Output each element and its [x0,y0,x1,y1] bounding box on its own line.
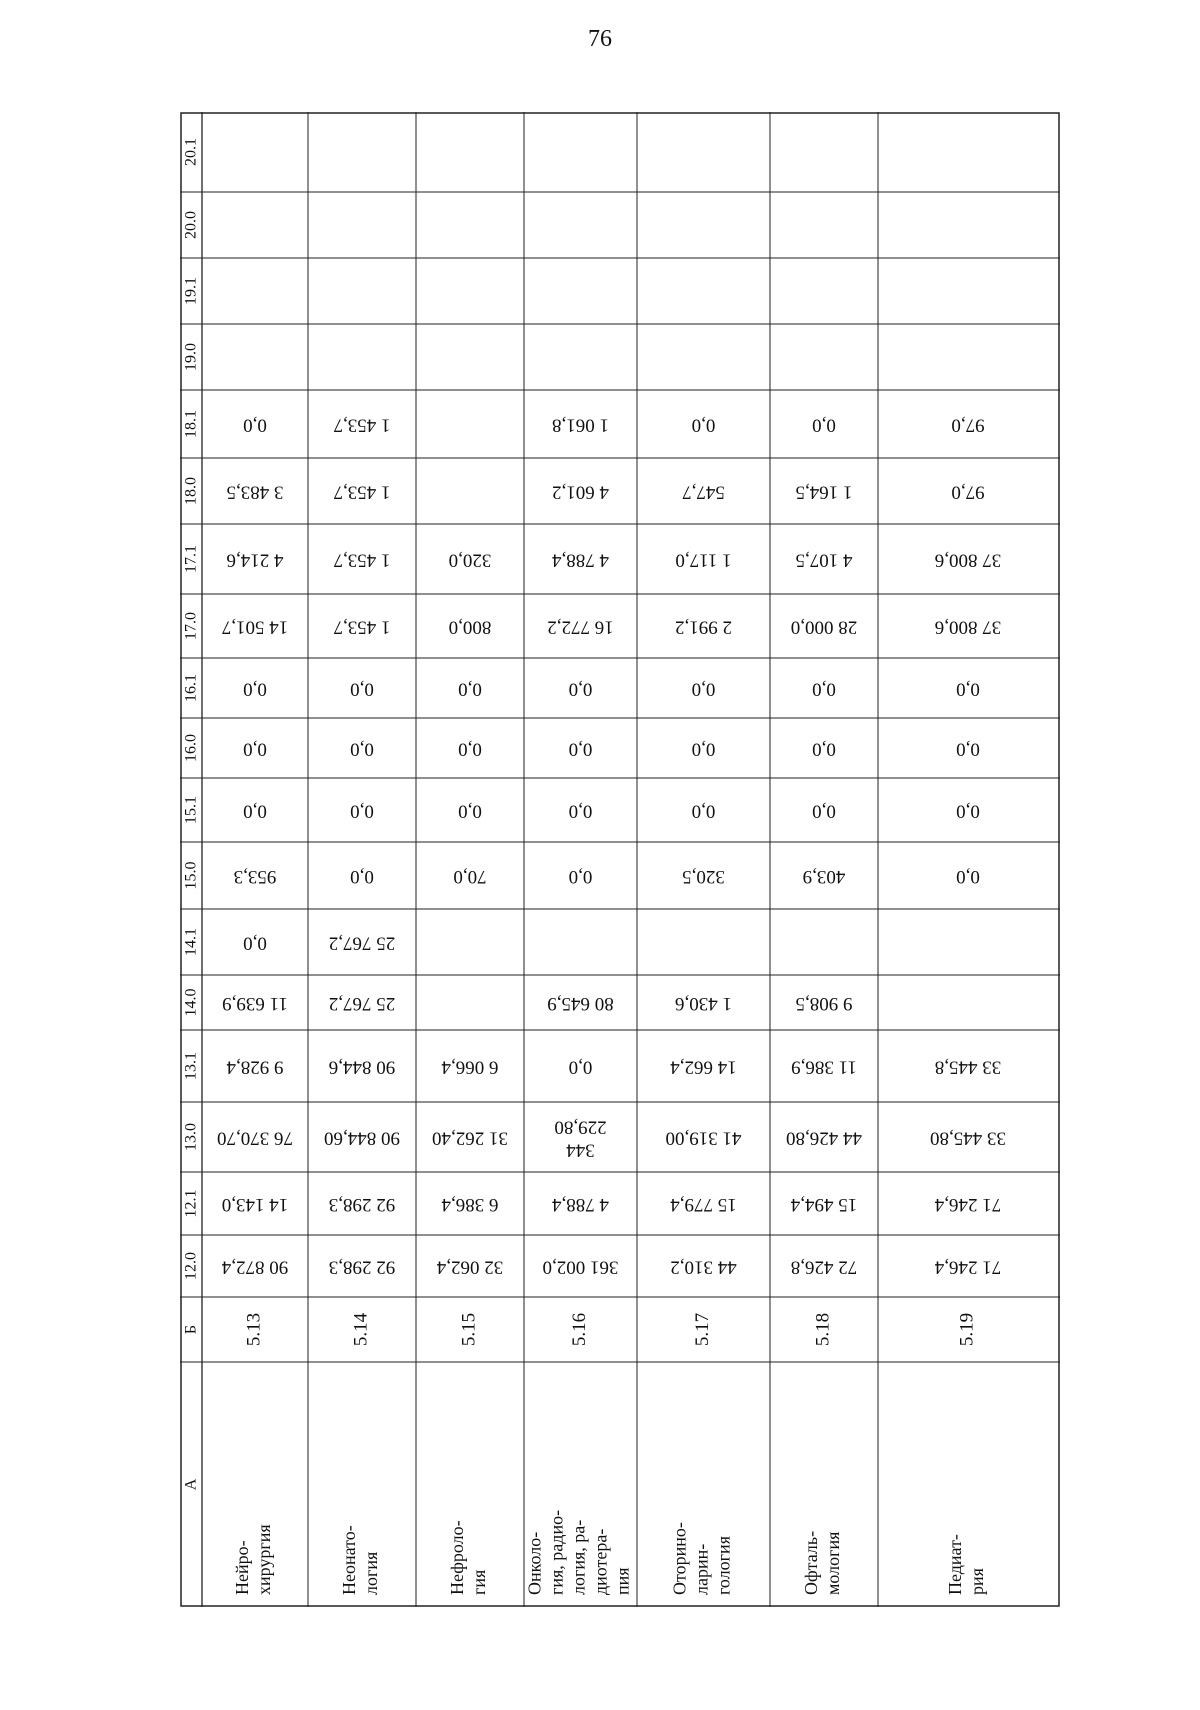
table-cell: 4 214,6 [226,549,284,571]
table-cell: 0,0 [691,800,716,822]
row-category-line: гология [713,1536,734,1595]
table-cell: 1 164,5 [795,481,853,503]
table-cell: 0,0 [243,678,267,700]
table-cell: 97,0 [951,481,985,503]
column-header: 12.1 [182,1189,200,1218]
table-cell: 0,0 [568,678,593,700]
table-cell: 14 143,0 [221,1194,289,1216]
table-cell: 31 262,40 [432,1127,508,1149]
row-category-line: Нейро- [232,1540,253,1595]
column-header: 19.0 [182,343,200,371]
table-cell: 0,0 [350,738,374,760]
row-category-line: рия [967,1568,988,1595]
table-cell: 72 426,8 [790,1256,858,1278]
column-header: 16.0 [182,734,200,762]
table-cell: 37 800,6 [934,549,1002,571]
table-cell: 0,0 [568,866,593,888]
table-cell: 0,0 [956,738,980,760]
table-cell: 0,0 [350,800,374,822]
table-cell: 0,0 [812,414,836,436]
table-cell: 92 298,3 [328,1256,396,1278]
table-cell: 0,0 [458,678,482,700]
table-cell: 44 310,2 [670,1256,737,1278]
table-cell: 1 453,7 [333,414,391,436]
row-category-line: Оторино- [669,1522,690,1595]
table-cell: 0,0 [956,800,980,822]
table-cell: 2 991,2 [675,616,732,638]
table-cell: 37 800,6 [934,616,1002,638]
table-cell: 9 928,4 [226,1056,284,1078]
table-cell: 0,0 [243,414,267,436]
row-category-line: Неонато- [339,1525,360,1595]
column-header: 14.1 [182,928,200,956]
row-category-line: логия [361,1551,382,1595]
row-code: 5.17 [691,1312,713,1347]
table-cell: 953,3 [233,866,277,888]
data-table [180,112,1060,1607]
column-header: 18.1 [182,410,200,438]
row-category-line: ларин- [691,1543,712,1595]
table-cell: 800,0 [448,616,492,638]
table-cell: 0,0 [243,932,267,954]
table-cell: 547,7 [682,481,725,503]
table-cell: 361 002,0 [542,1256,619,1278]
column-header: 20.1 [182,138,200,166]
table-cell: 90 844,6 [328,1056,396,1078]
row-code: 5.13 [243,1312,265,1347]
row-category [447,1520,489,1595]
column-header: 18.0 [182,477,200,505]
table-border [181,113,1059,1606]
column-header: 16.1 [182,674,200,702]
table-cell: 33 445,8 [934,1056,1002,1078]
row-category-line: мология [823,1531,844,1595]
table-cell: 0,0 [458,738,482,760]
column-header: 12.0 [182,1252,200,1280]
column-header: 20.0 [182,211,200,239]
row-category-line: Офталь- [801,1530,822,1595]
table-cell: 80 645,9 [547,993,614,1015]
table-cell: 6 066,4 [441,1056,499,1078]
table-cell: 1 453,7 [333,549,391,571]
row-code: 5.18 [812,1312,834,1347]
table-cell: 344229,80 [554,1116,607,1161]
row-code: 5.16 [568,1312,590,1347]
table-cell: 11 639,9 [222,993,288,1015]
row-code: 5.14 [350,1312,372,1347]
table-cell: 320,5 [682,866,725,888]
column-header: 17.1 [182,545,200,573]
table-cell: 92 298,3 [328,1194,396,1216]
row-category-line: хирургия [254,1524,275,1595]
table-cell: 4 107,5 [795,549,853,571]
table-cell: 4 788,4 [552,549,609,571]
row-category-line: логия, ра- [568,1519,589,1595]
column-header: 14.0 [182,988,200,1017]
row-category [525,1510,633,1595]
table-cell: 28 000,0 [790,616,858,638]
table-cell: 1 453,7 [333,616,391,638]
table-cell: 320,0 [448,549,492,571]
table-cell: 14 662,4 [670,1056,737,1078]
table-cell: 90 844,60 [324,1127,400,1149]
table-cell: 25 767,2 [328,932,396,954]
table-cell: 0,0 [812,800,836,822]
column-header: Б [182,1324,200,1335]
table-cell: 44 426,80 [786,1127,862,1149]
table-cell: 1 453,7 [333,481,391,503]
table-cell: 6 386,4 [441,1194,499,1216]
row-category-line: Нефроло- [447,1520,468,1595]
table-cell: 11 386,9 [791,1056,857,1078]
table-cell: 14 501,7 [221,616,289,638]
row-category-line: Онколо- [524,1531,545,1595]
table-cell: 41 319,00 [665,1127,742,1149]
row-category-line: Педиат- [945,1534,966,1595]
row-category-line: диотера- [590,1528,611,1595]
row-category [339,1525,381,1595]
table-cell: 33 445,80 [930,1127,1006,1149]
table-cell: 0,0 [568,800,593,822]
table-cell: 3 483,5 [226,481,284,503]
table-cell: 0,0 [243,738,267,760]
table-cell: 0,0 [691,414,716,436]
table-cell: 0,0 [812,678,836,700]
table-cell: 32 062,4 [436,1256,504,1278]
row-category [232,1524,274,1595]
column-header: 15.0 [182,861,200,890]
table-cell: 97,0 [951,414,985,436]
table-cell: 16 772,2 [547,616,614,638]
column-header: 13.1 [182,1052,200,1080]
table-cell: 4 788,4 [552,1194,609,1216]
data-table-grid [180,112,1060,1607]
table-cell: 1 430,6 [675,993,732,1015]
table-cell: 0,0 [956,678,980,700]
row-category-line: пия [612,1567,633,1595]
table-cell: 25 767,2 [328,993,396,1015]
row-category-line: гия, радио- [546,1509,567,1595]
column-header: A [182,1478,200,1491]
table-cell: 0,0 [243,800,267,822]
table-cell: 0,0 [568,1056,593,1078]
row-category [670,1522,734,1595]
table-cell: 76 370,70 [217,1127,293,1149]
table-cell: 71 246,4 [934,1256,1002,1278]
table-cell: 0,0 [812,738,836,760]
table-cell: 0,0 [691,678,716,700]
column-header: 15.1 [182,796,200,824]
table-cell: 0,0 [350,678,374,700]
table-cell: 15 779,4 [670,1194,737,1216]
table-cell: 0,0 [458,800,482,822]
table-cell: 9 908,5 [795,993,853,1015]
table-cell: 4 601,2 [552,481,609,503]
table-cell: 0,0 [956,866,980,888]
row-category-line: гия [469,1569,490,1595]
table-cell: 0,0 [568,738,593,760]
table-cell: 15 494,4 [790,1194,858,1216]
table-cell: 90 872,4 [221,1256,289,1278]
row-category [945,1534,987,1595]
column-header: 19.1 [182,277,200,305]
table-cell: 1 061,8 [552,414,609,436]
page-number: 76 [588,26,612,52]
column-header: 13.0 [182,1123,200,1151]
table-cell: 0,0 [350,866,374,888]
row-category [801,1531,843,1595]
table-cell: 70,0 [453,866,487,888]
table-cell: 403,9 [802,866,846,888]
table-cell: 71 246,4 [934,1194,1002,1216]
table-cell: 0,0 [691,738,716,760]
row-code: 5.15 [458,1312,480,1347]
column-header: 17.0 [182,612,200,640]
row-code: 5.19 [956,1312,978,1347]
table-cell: 1 117,0 [675,549,732,571]
